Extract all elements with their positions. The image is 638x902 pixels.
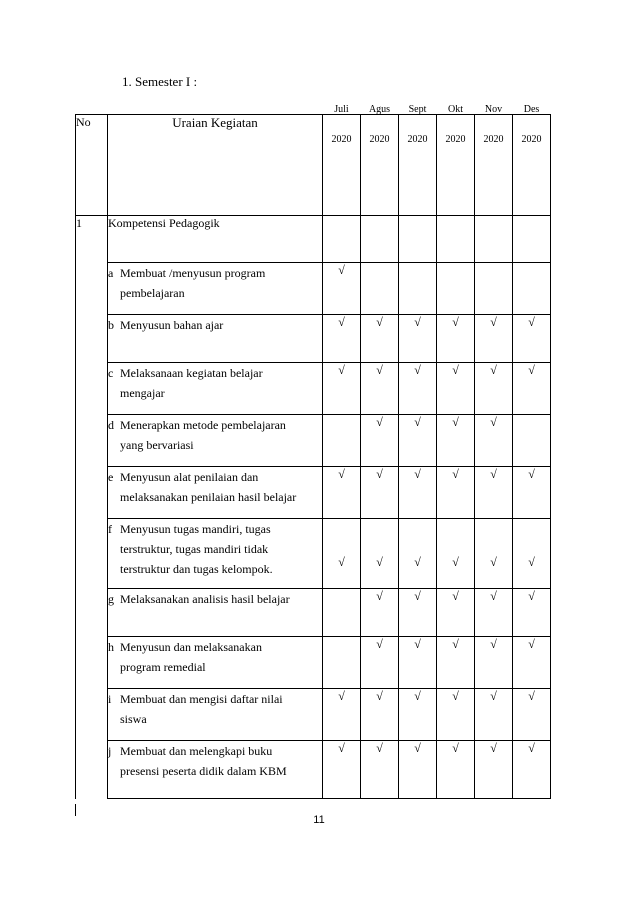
activity-text: Membuat /menyusun program [120,266,266,280]
activity-text: Menyusun bahan ajar [120,318,224,332]
activity-text: Menyusun tugas mandiri, tugas [120,522,271,536]
check-cell-sept: √ [399,637,437,689]
row-number-cell [76,689,108,741]
empty-cell [323,216,361,263]
header-month-5 [513,104,551,216]
activity-table [75,104,551,799]
activity-letter: j [108,744,112,758]
check-cell-juli: √ [323,741,361,799]
activity-letter: b [108,318,114,332]
header-no: No [76,115,108,216]
check-cell-agus: √ [361,315,399,363]
activity-line-1 [108,467,322,487]
activity-line-1 [108,637,322,657]
page-number: 11 [313,814,325,826]
row-number-cell [76,519,108,589]
check-cell-des: √ [513,689,551,741]
activity-description [108,519,323,589]
activity-description [108,315,323,363]
month-year: 2020 [445,134,466,145]
section-title: Kompetensi Pedagogik [108,216,323,263]
activity-text: Menerapkan metode pembelajaran [120,418,286,432]
activity-text: Melaksanaan kegiatan belajar [120,366,263,380]
activity-letter: f [108,522,112,536]
check-cell-agus: √ [361,519,399,589]
table-header-row [76,115,551,216]
check-cell-nov: √ [475,637,513,689]
check-cell-agus: √ [361,637,399,689]
activity-line-1 [108,741,322,761]
row-number-cell [76,315,108,363]
check-cell-juli: √ [323,689,361,741]
table-row [76,519,551,589]
check-cell-des: √ [513,589,551,637]
section-number: 1 [76,216,108,263]
check-cell-agus: √ [361,589,399,637]
header-uraian: Uraian Kegiatan [108,115,323,216]
activity-line-1 [108,519,322,539]
activity-text-cont: melaksanakan penilaian hasil belajar [120,490,297,504]
month-year: 2020 [407,134,428,145]
month-year: 2020 [521,134,542,145]
check-cell-agus: √ [361,467,399,519]
check-cell-sept: √ [399,689,437,741]
section-row [76,216,551,263]
row-number-cell [76,589,108,637]
check-cell-sept: √ [399,415,437,467]
activity-description [108,467,323,519]
activity-description [108,741,323,799]
check-cell-nov: √ [475,741,513,799]
header-month-2 [399,104,437,216]
header-month-4 [475,104,513,216]
month-name: Sept [408,104,427,115]
check-cell-agus: √ [361,415,399,467]
check-cell-sept: √ [399,589,437,637]
month-year: 2020 [483,134,504,145]
check-cell-juli: √ [323,363,361,415]
activity-description [108,263,323,315]
header-month-1 [361,104,399,216]
activity-text-cont: mengajar [120,386,165,400]
check-cell-des: √ [513,637,551,689]
activity-line-1 [108,315,322,335]
check-cell-juli [323,637,361,689]
check-cell-okt: √ [437,589,475,637]
check-cell-sept: √ [399,363,437,415]
activity-letter: a [108,266,114,280]
check-cell-nov: √ [475,467,513,519]
activity-text-cont: terstruktur, tugas mandiri tidak [120,542,269,556]
activity-description [108,637,323,689]
month-year: 2020 [369,134,390,145]
month-name: Nov [484,104,503,115]
activity-text-cont: presensi peserta didik dalam KBM [120,764,287,778]
check-cell-agus: √ [361,363,399,415]
activity-letter: e [108,470,114,484]
empty-cell [475,216,513,263]
month-name: Agus [368,104,391,115]
check-cell-nov: √ [475,315,513,363]
activity-text-cont: siswa [120,712,147,726]
check-cell-sept: √ [399,467,437,519]
check-cell-des [513,415,551,467]
check-cell-nov [475,263,513,315]
check-cell-sept: √ [399,519,437,589]
table-row [76,315,551,363]
activity-line-1 [108,689,322,709]
check-cell-nov: √ [475,689,513,741]
row-number-cell [76,467,108,519]
check-cell-okt: √ [437,315,475,363]
check-cell-agus [361,263,399,315]
check-cell-des: √ [513,363,551,415]
activity-description [108,363,323,415]
activity-text: Membuat dan melengkapi buku [120,744,273,758]
check-cell-okt: √ [437,689,475,741]
check-cell-juli: √ [323,315,361,363]
activity-text-cont: terstruktur dan tugas kelompok. [120,562,273,576]
activity-text-cont: yang bervariasi [120,438,194,452]
activity-text-cont: program remedial [120,660,206,674]
table-row [76,415,551,467]
section-heading: 1. Semester I : [122,74,198,89]
check-cell-agus: √ [361,741,399,799]
activity-letter: g [108,592,114,606]
check-cell-nov: √ [475,519,513,589]
month-name: Juli [334,104,349,115]
activity-text: Melaksanakan analisis hasil belajar [120,592,290,606]
check-cell-okt: √ [437,741,475,799]
activity-letter: h [108,640,114,654]
table-row [76,363,551,415]
activity-text: Menyusun alat penilaian dan [120,470,259,484]
check-cell-okt: √ [437,363,475,415]
empty-cell [399,216,437,263]
activity-line-1 [108,589,322,609]
table-row [76,741,551,799]
header-month-0 [323,104,361,216]
check-cell-des [513,263,551,315]
activity-description [108,589,323,637]
check-cell-okt: √ [437,467,475,519]
activity-line-1 [108,263,322,283]
activity-line-1 [108,415,322,435]
month-year: 2020 [331,134,352,145]
check-cell-des: √ [513,315,551,363]
activity-letter: d [108,418,114,432]
table-row [76,689,551,741]
table-row [76,589,551,637]
empty-cell [513,216,551,263]
empty-cell [437,216,475,263]
check-cell-okt: √ [437,415,475,467]
activity-letter: i [108,692,112,706]
check-cell-des: √ [513,519,551,589]
activity-text: Membuat dan mengisi daftar nilai [120,692,283,706]
check-cell-sept [399,263,437,315]
check-cell-des: √ [513,467,551,519]
month-name: Des [523,104,540,115]
header-month-3 [437,104,475,216]
activity-description [108,415,323,467]
table-row [76,263,551,315]
check-cell-des: √ [513,741,551,799]
activity-line-1 [108,363,322,383]
table-row [76,467,551,519]
check-cell-sept: √ [399,741,437,799]
check-cell-juli: √ [323,519,361,589]
row-number-cell [76,415,108,467]
empty-cell [361,216,399,263]
row-number-cell [76,637,108,689]
activity-text: Menyusun dan melaksanakan [120,640,262,654]
check-cell-juli [323,415,361,467]
check-cell-nov: √ [475,363,513,415]
activity-letter: c [108,366,114,380]
check-cell-nov: √ [475,589,513,637]
check-cell-okt: √ [437,637,475,689]
check-cell-okt [437,263,475,315]
check-cell-okt: √ [437,519,475,589]
month-name: Okt [448,104,463,115]
check-cell-juli: √ [323,263,361,315]
check-cell-nov: √ [475,415,513,467]
table-row [76,637,551,689]
activity-description [108,689,323,741]
row-number-cell [76,263,108,315]
row-number-cell [76,741,108,799]
check-cell-juli [323,589,361,637]
check-cell-juli: √ [323,467,361,519]
row-number-cell [76,363,108,415]
check-cell-sept: √ [399,315,437,363]
activity-text-cont: pembelajaran [120,286,185,300]
check-cell-agus: √ [361,689,399,741]
